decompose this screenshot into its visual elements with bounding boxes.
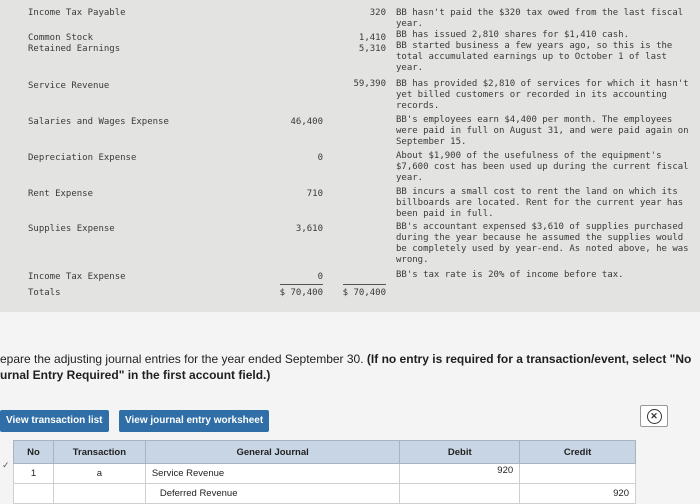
credit-amount: 320	[369, 8, 386, 18]
note-text: BB has provided $2,810 of services for which it hasn't yet billed customers or recorded in its accounting records.	[396, 79, 689, 111]
cell-debit[interactable]	[400, 484, 520, 504]
cell-account[interactable]: Service Revenue	[145, 464, 400, 484]
instruction-emphasis: urnal Entry Required" in the first account field.)	[0, 368, 271, 382]
note-text: BB hasn't paid the $320 tax owed from the last fiscal year.	[396, 8, 684, 29]
close-icon: ✕	[647, 409, 662, 424]
credit-amount: 5,310	[358, 44, 386, 54]
debit-amount: 3,610	[295, 224, 323, 234]
account-name: Supplies Expense	[28, 224, 115, 234]
cell-credit[interactable]	[520, 464, 636, 484]
note-text: BB's employees earn $4,400 per month. The employees were paid in full on August 31, and were paid again on September 15.	[396, 115, 689, 147]
account-name: Salaries and Wages Expense	[28, 117, 169, 127]
account-name: Income Tax Expense	[28, 272, 126, 282]
debit-amount: 0	[317, 153, 323, 163]
close-button[interactable]	[640, 405, 668, 427]
instructions	[0, 351, 700, 383]
total-debit: $ 70,400	[280, 284, 323, 298]
total-credit: $ 70,400	[343, 284, 386, 298]
credit-amount: 59,390	[353, 79, 386, 89]
check-icon: ✓	[2, 460, 10, 470]
note-text: BB's tax rate is 20% of income before tax.	[396, 270, 624, 280]
totals-label: Totals	[28, 288, 61, 298]
col-no: No	[14, 441, 54, 464]
instruction-emphasis: (If no entry is required for a transaction/event, select "No	[366, 352, 692, 366]
account-name: Retained Earnings	[28, 44, 121, 54]
instruction-text: epare the adjusting journal entries for the year ended September 30.	[0, 352, 367, 366]
col-debit: Debit	[400, 441, 520, 464]
note-text: BB has issued 2,810 shares for $1,410 cash.	[396, 30, 629, 40]
debit-amount: 46,400	[290, 117, 323, 127]
cell-no	[14, 484, 54, 504]
table-header-row	[14, 441, 636, 464]
instruction-line-2	[0, 367, 700, 383]
debit-amount: 710	[306, 189, 323, 199]
cell-credit[interactable]: 920	[520, 484, 636, 504]
cell-account[interactable]: Deferred Revenue	[145, 484, 400, 504]
debit-amount: 0	[317, 272, 323, 282]
journal-table	[13, 440, 636, 504]
cell-transaction	[53, 484, 145, 504]
table-row	[14, 484, 636, 504]
account-name: Service Revenue	[28, 81, 110, 91]
credit-amount: 1,410	[358, 33, 386, 43]
note-text: BB incurs a small cost to rent the land on which its billboards are located. Rent for the current year has been paid in full.	[396, 187, 684, 219]
account-name: Depreciation Expense	[28, 153, 137, 163]
instruction-line-1	[0, 351, 700, 367]
cell-transaction: a	[53, 464, 145, 484]
view-transaction-list-button[interactable]: View transaction list	[0, 410, 109, 432]
account-name: Income Tax Payable	[28, 8, 126, 18]
view-journal-worksheet-button[interactable]: View journal entry worksheet	[119, 410, 269, 432]
account-name: Common Stock	[28, 33, 94, 43]
note-text: BB's accountant expensed $3,610 of supplies purchased during the year because he assumed the supplies would be completely used by year-end. As noted above, he was wrong.	[396, 222, 689, 265]
note-text: About $1,900 of the usefulness of the equipment's $7,600 cost has been used up during the current fiscal year.	[396, 151, 689, 183]
cell-no: 1	[14, 464, 54, 484]
cell-debit[interactable]: 920	[400, 464, 520, 484]
col-general-journal: General Journal	[145, 441, 400, 464]
account-name: Rent Expense	[28, 189, 94, 199]
col-credit: Credit	[520, 441, 636, 464]
col-transaction: Transaction	[53, 441, 145, 464]
table-row	[14, 464, 636, 484]
note-text: BB started business a few years ago, so this is the total accumulated earnings up to October 1 of last year.	[396, 41, 673, 73]
